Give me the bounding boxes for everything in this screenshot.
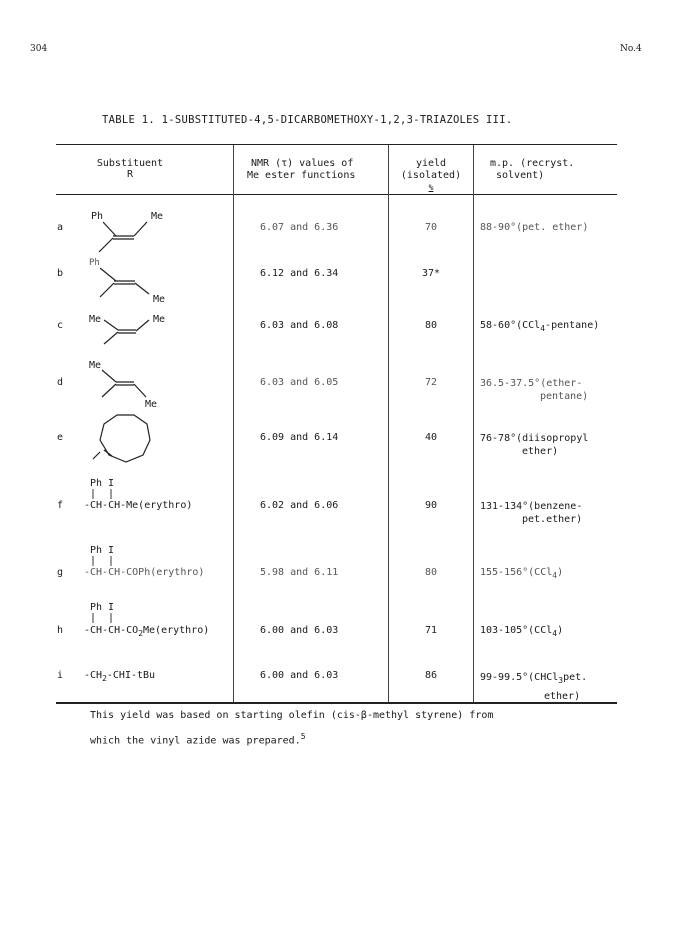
row-label: g — [57, 567, 64, 578]
nmr-value: 5.98 and 6.11 — [260, 567, 339, 578]
substituent-label: Me — [151, 211, 164, 222]
substituent-label: Me — [89, 360, 102, 371]
nmr-value: 6.00 and 6.03 — [260, 625, 339, 636]
substituent-formula: $-CH_2-CHI$-tBu — [84, 670, 156, 683]
col-header-mp: m.p. (recryst. solvent) — [490, 158, 575, 181]
mp-value: 103-105°(CCl$_4$) — [480, 625, 564, 638]
substituent-label: Ph — [89, 258, 100, 268]
mp-value: 88-90°(pet. ether) — [480, 222, 589, 233]
yield-value: 72 — [424, 377, 438, 388]
yield-value: 37* — [421, 268, 441, 279]
row-label: e — [57, 432, 64, 443]
substituent-formula: -CH-CH-COPh(erythro) — [84, 567, 205, 578]
substituent-formula: $-CH-CH-CO_2Me(erythro)$ — [84, 625, 210, 638]
substituent-top-labels: Ph I — [90, 545, 115, 556]
yield-value: 86 — [424, 670, 438, 681]
yield-value: 71 — [424, 625, 438, 636]
nmr-value: 6.00 and 6.03 — [260, 670, 339, 681]
col-header-nmr: NMR (τ) values of Me ester functions — [247, 158, 356, 181]
mp-value: 58-60°(CCl$_4$-pentane) — [480, 320, 600, 333]
nmr-value: 6.07 and 6.36 — [260, 222, 339, 233]
nmr-value: 6.03 and 6.05 — [260, 377, 339, 388]
row-label: i — [57, 670, 64, 681]
row-label: f — [57, 500, 64, 511]
yield-value: 90 — [424, 500, 438, 511]
row-label: d — [57, 377, 64, 388]
substituent-label: Ph — [91, 211, 104, 222]
nmr-value: 6.09 and 6.14 — [260, 432, 339, 443]
nmr-value: 6.02 and 6.06 — [260, 500, 339, 511]
row-label: c — [57, 320, 64, 331]
mp-value: 76-78°(diisopropyl ether) — [480, 433, 589, 457]
row-label: h — [57, 625, 64, 636]
nmr-value: 6.03 and 6.08 — [260, 320, 339, 331]
footnote-line-2: which the vinyl azide was prepared.$^5$ — [90, 732, 306, 747]
table-caption: TABLE 1. 1-SUBSTITUTED-4,5-DICARBOMETHOXY-1,2,3-TRIAZOLES III. — [102, 114, 513, 126]
page-number: 304 — [30, 44, 48, 54]
yield-value: 40 — [424, 432, 438, 443]
mp-value: 155-156°(CCl$_4$) — [480, 567, 564, 580]
yield-value: 70 — [424, 222, 438, 233]
substituent-label: Me — [153, 314, 166, 325]
row-label: b — [57, 268, 64, 279]
mp-value: 36.5-37.5°(ether- pentane) — [480, 378, 589, 402]
substituent-label: Me — [153, 294, 166, 305]
mp-value: 99-99.5°(CHCl$_3$pet. ether) — [480, 672, 588, 702]
col-header-substituent: Substituent R — [96, 158, 164, 180]
footnote-line-1: This yield was based on starting olefin (cis-β-methyl styrene) from — [90, 710, 494, 721]
mp-value: 131-134°(benzene- pet.ether) — [480, 501, 583, 525]
substituent-top-labels: Ph I — [90, 602, 115, 613]
col-header-yield: yield (isolated) % — [400, 158, 462, 192]
substituent-formula: -CH-CH-Me(erythro) — [84, 500, 193, 511]
substituent-label: Me — [145, 399, 158, 410]
issue-number: No.4 — [620, 44, 642, 54]
row-label: a — [57, 222, 64, 233]
yield-value: 80 — [424, 320, 438, 331]
nmr-value: 6.12 and 6.34 — [260, 268, 339, 279]
yield-value: 80 — [424, 567, 438, 578]
substituent-label: Me — [89, 314, 102, 325]
substituent-top-labels: Ph I — [90, 478, 115, 489]
